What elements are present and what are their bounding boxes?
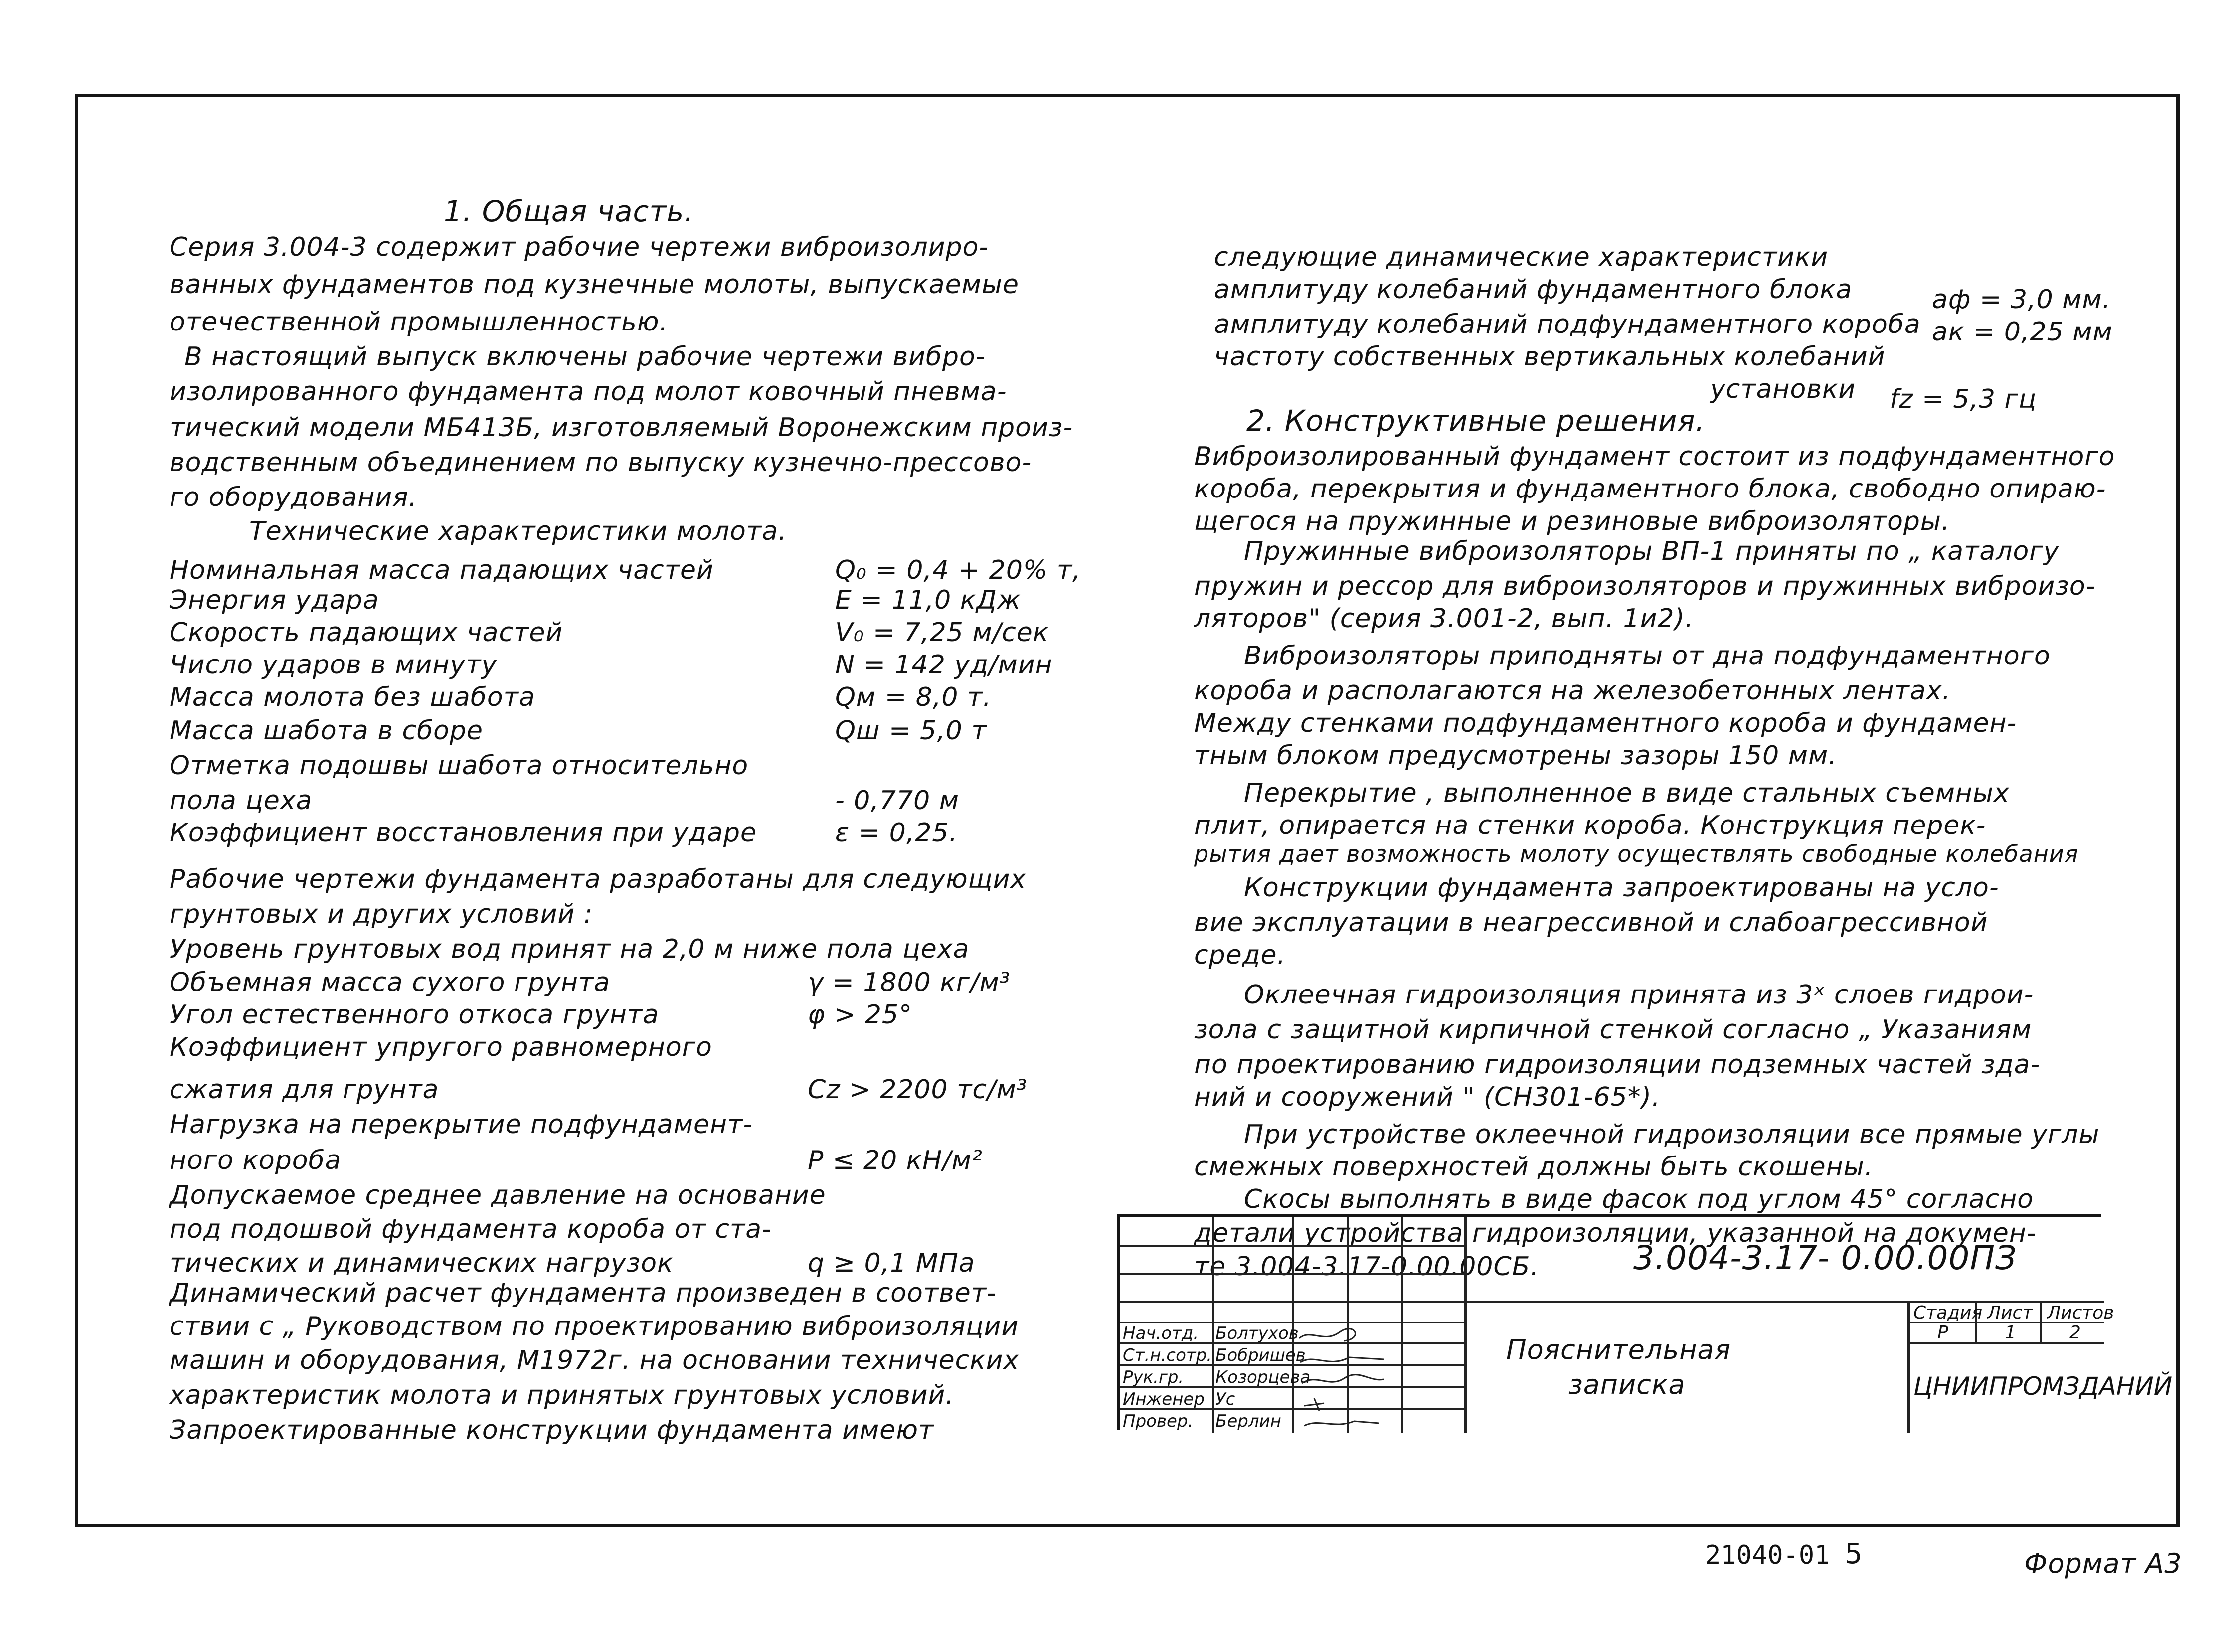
sheet-label: Лист <box>1987 1303 2033 1323</box>
param-label: Уровень грунтовых вод принят на 2,0 м ниже пола цеха <box>170 934 970 964</box>
text-line: короба, перекрытия и фундаментного блока, свободно опираю- <box>1194 474 2106 504</box>
text-line: Серия 3.004-3 содержит рабочие чертежи виброизолиро- <box>170 232 989 262</box>
text-line: изолированного фундамента под молот ковочный пневма- <box>170 377 1007 407</box>
text-line: детали устройства гидроизоляции, указанной на докумен- <box>1194 1218 2037 1248</box>
signatures <box>1294 1323 1394 1432</box>
param-label: Энергия удара <box>170 585 379 615</box>
text-line: Виброизоляторы приподняты от дна подфундаментного <box>1244 641 2051 671</box>
section-heading-general: 1. Общая часть. <box>444 194 694 228</box>
text-line: пружин и рессор для виброизоляторов и пружинных виброизо- <box>1194 571 2096 601</box>
param-label: Число ударов в минуту <box>170 650 498 680</box>
param-value: N = 142 уд/мин <box>835 650 1053 680</box>
param-label: Угол естественного откоса грунта <box>170 1000 660 1030</box>
text-line: го оборудования. <box>170 483 418 512</box>
text-line: грунтовых и других условий : <box>170 899 593 929</box>
param-label: тических и динамических нагрузок <box>170 1248 674 1278</box>
param-value: Qш = 5,0 т <box>835 716 987 746</box>
param-label: следующие динамические характеристики <box>1214 242 1829 272</box>
param-label: Нагрузка на перекрытие подфундамент- <box>170 1110 753 1140</box>
text-line: ствии с „ Руководством по проектированию виброизоляции <box>170 1312 1019 1341</box>
text-line: Запроектированные конструкции фундамента имеют <box>170 1415 934 1445</box>
section-heading-design: 2. Конструктивные решения. <box>1246 404 1705 438</box>
text-line: характеристик молота и принятых грунтовых условий. <box>170 1380 954 1410</box>
text-line: ванных фундаментов под кузнечные молоты, выпускаемые <box>170 270 1019 300</box>
param-label: Отметка подошвы шабота относительно <box>170 751 749 781</box>
param-label: Масса шабота в сборе <box>170 716 483 746</box>
param-value: q ≥ 0,1 МПа <box>808 1248 975 1278</box>
param-label: Скорость падающих частей <box>170 618 563 648</box>
tech-heading: Технические характеристики молота. <box>249 516 787 546</box>
param-value: V₀ = 7,25 м/сек <box>835 618 1049 648</box>
text-line: тический модели МБ413Б, изготовляемый Воронежским произ- <box>170 413 1073 443</box>
param-value: φ > 25° <box>808 1000 913 1030</box>
role-label: Рук.гр. <box>1123 1367 1184 1387</box>
text-line: плит, опирается на стенки короба. Конструкция перек- <box>1194 811 1986 840</box>
text-line: вие эксплуатации в неагрессивной и слабоагрессивной <box>1194 908 1988 938</box>
text-line: Конструкции фундамента запроектированы на усло- <box>1244 873 1999 903</box>
text-line: Рабочие чертежи фундамента разработаны для следующих <box>170 864 1027 894</box>
text-line: короба и располагаются на железобетонных лентах. <box>1194 676 1951 706</box>
param-value: fz = 5,3 гц <box>1890 384 2037 414</box>
param-label: ного короба <box>170 1146 342 1175</box>
person-name: Болтухов <box>1215 1323 1299 1343</box>
param-value: E = 11,0 кДж <box>835 585 1021 615</box>
param-value: γ = 1800 кг/м³ <box>808 968 1011 997</box>
param-label: сжатия для грунта <box>170 1075 439 1105</box>
param-label: пола цеха <box>170 786 313 816</box>
text-line: Динамический расчет фундамента произведен в соответ- <box>170 1278 997 1308</box>
text-line: При устройстве оклеечной гидроизоляции все прямые углы <box>1244 1120 2100 1150</box>
person-name: Козорцева <box>1215 1367 1311 1387</box>
text-line: Скосы выполнять в виде фасок под углом 45° согласно <box>1244 1184 2034 1214</box>
param-label: амплитуду колебаний фундаментного блока <box>1214 275 1853 305</box>
param-value: Cz > 2200 тс/м³ <box>808 1075 1028 1105</box>
text-line: Между стенками подфундаментного короба и фундамен- <box>1194 708 2017 738</box>
text-line: В настоящий выпуск включены рабочие чертежи вибро- <box>184 342 986 372</box>
text-line: щегося на пружинные и резиновые виброизоляторы. <box>1194 506 1950 536</box>
param-value: - 0,770 м <box>835 786 959 816</box>
role-label: Провер. <box>1123 1411 1194 1431</box>
text-line: рытия дает возможность молоту осуществлять свободные колебания <box>1194 840 2079 867</box>
param-label: частоту собственных вертикальных колебаний <box>1214 342 1886 372</box>
person-name: Берлин <box>1215 1411 1281 1431</box>
param-value: aф = 3,0 мм. <box>1932 285 2111 315</box>
sheets-label: Листов <box>2047 1303 2114 1323</box>
text-line: среде. <box>1194 940 1286 970</box>
text-line: Оклеечная гидроизоляция принята из 3ˣ слоев гидрои- <box>1244 980 2034 1010</box>
param-label: Масса молота без шабота <box>170 682 535 712</box>
text-line: тным блоком предусмотрены зазоры 150 мм. <box>1194 741 1837 771</box>
text-line: зола с защитной кирпичной стенкой согласно „ Указаниям <box>1194 1015 2032 1045</box>
param-label: Объемная масса сухого грунта <box>170 968 611 997</box>
stage-value: Р <box>1937 1322 1948 1343</box>
person-name: Ус <box>1215 1389 1235 1409</box>
text-line: смежных поверхностей должны быть скошены. <box>1194 1152 1874 1182</box>
text-line: Перекрытие , выполненное в виде стальных съемных <box>1244 778 2010 808</box>
role-label: Ст.н.сотр. <box>1123 1345 1212 1365</box>
role-label: Инженер <box>1123 1389 1205 1409</box>
organization: ЦНИИПРОМЗДАНИЙ <box>1913 1372 2173 1401</box>
param-value: Q₀ = 0,4 + 20% т, <box>835 555 1081 585</box>
text-line: ний и сооружений " (СН301-65*). <box>1194 1082 1661 1112</box>
document-code: 3.004-3.17- 0.00.00ПЗ <box>1633 1239 2017 1277</box>
page-number: 5 <box>1845 1538 1863 1570</box>
text-line: машин и оборудования, М1972г. на основании технических <box>170 1345 1020 1375</box>
param-value: P ≤ 20 кН/м² <box>808 1146 983 1175</box>
text-line: отечественной промышленностью. <box>170 307 669 337</box>
stage-label: Стадия <box>1913 1303 1983 1323</box>
document-title: Пояснительная <box>1506 1334 1731 1365</box>
text-line: те 3.004-3.17-0.00.00СБ. <box>1194 1252 1539 1282</box>
text-line: по проектированию гидроизоляции подземных частей зда- <box>1194 1050 2041 1080</box>
role-label: Нач.отд. <box>1123 1323 1199 1343</box>
param-label: Номинальная масса падающих частей <box>170 555 714 585</box>
paper-format: Формат А3 <box>2024 1548 2182 1579</box>
param-label: под подошвой фундамента короба от ста- <box>170 1214 772 1244</box>
param-label: Допускаемое среднее давление на основание <box>170 1180 826 1210</box>
text-line: ляторов" (серия 3.001-2, вып. 1и2). <box>1194 604 1694 634</box>
sheet-value: 1 <box>2005 1322 2016 1343</box>
param-value: aк = 0,25 мм <box>1932 317 2113 347</box>
text-line: Виброизолированный фундамент состоит из подфундаментного <box>1194 442 2115 472</box>
inventory-number: 21040-01 <box>1705 1540 1830 1570</box>
document-subtitle: записка <box>1568 1369 1686 1400</box>
text-line: водственным объединением по выпуску кузнечно-прессово- <box>170 448 1032 478</box>
param-value: ε = 0,25. <box>835 818 958 848</box>
param-label: амплитуду колебаний подфундаментного короба <box>1214 310 1921 339</box>
param-label: установки <box>1710 374 1856 404</box>
sheets-value: 2 <box>2069 1322 2081 1343</box>
param-label: Коэффициент упругого равномерного <box>170 1032 712 1062</box>
person-name: Бобришев <box>1215 1345 1306 1365</box>
title-block <box>1117 1214 2173 1431</box>
text-line: Пружинные виброизоляторы ВП-1 приняты по „ каталогу <box>1244 536 2060 566</box>
param-value: Qм = 8,0 т. <box>835 682 992 712</box>
param-label: Коэффициент восстановления при ударе <box>170 818 757 848</box>
